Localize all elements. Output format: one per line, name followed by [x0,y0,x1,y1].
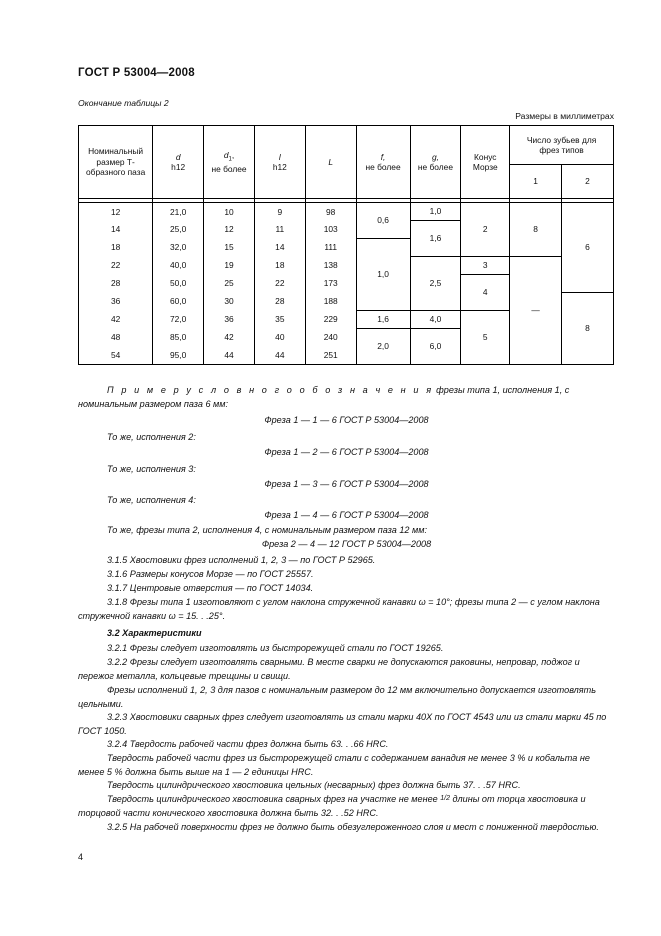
page-number: 4 [78,852,84,862]
cell-d: 95,0 [153,347,204,365]
col-header-teeth-1: 1 [510,165,562,199]
same-note-4: То же, исполнения 4: [107,495,196,505]
cell-size: 54 [79,347,153,365]
clause-3-1-7: 3.1.7 Центровые отверстия — по ГОСТ 14034. [107,583,314,593]
clause-3-2-4-vanadium: Твердость рабочей части фрез из быстрорежущей стали с содержанием ванадия не менее 3 % и кобальта не менее 5 % должна быть выше на 1 — 2 единицы HRC. [78,753,590,777]
designation-5: Фреза 2 — 4 — 12 ГОСТ Р 53004—2008 [261,539,432,549]
cell-f-1-0: 1,0 [356,239,410,311]
table-caption: Окончание таблицы 2 [78,98,169,108]
cell-f-0-6: 0,6 [356,203,410,239]
example-paragraph: П р и м е р у с л о в н о г о о б о з н а ч е н и я фрезы типа 1, исполнения 1, с номинальным размером паза 6 мм: [78,385,570,409]
cell-teeth2-6: 6 [562,203,614,293]
clause-3-2-2: 3.2.2 Фрезы следует изготовлять сварными. В месте сварки не допускаются раковины, непровар, поджог и пережог металла, кольцевые трещины и свищи. [78,657,580,681]
cell-L: 98 [305,203,356,221]
cell-g-6-0: 6,0 [410,329,461,365]
same-note-type2: То же, фрезы типа 2, исполнения 4, с номинальным размером паза 12 мм: [107,525,427,535]
clause-3-2-5: 3.2.5 На рабочей поверхности фрез не должно быть обезуглероженного слоя и мест с пониженной твердостью. [107,822,599,832]
clause-3-2-4-welded-shank: Твердость цилиндрического хвостовика сварных фрез на участке не менее $^{1/2}$ длины от торца хвостовика и торцовой части конического хвостовика должна быть 32. . .52 HRC. [78,794,586,818]
cell-d: 32,0 [153,239,204,257]
cell-d1: 19 [204,257,255,275]
cell-d: 72,0 [153,311,204,329]
cell-L: 188 [305,293,356,311]
designation-2: Фреза 1 — 2 — 6 ГОСТ Р 53004—2008 [264,447,429,457]
clause-3-2-4-solid-shank: Твердость цилиндрического хвостовика цельных (несварных) фрез должна быть 37. . .57 HRC. [107,780,521,790]
cell-d: 25,0 [153,221,204,239]
col-header-g: g, не более [410,126,461,199]
cell-l: 35 [254,311,305,329]
cell-size: 22 [79,257,153,275]
cell-d1: 44 [204,347,255,365]
col-header-l: l h12 [254,126,305,199]
col-header-teeth: Число зубьев для фрез типов [510,126,614,165]
cell-l: 11 [254,221,305,239]
dimensions-table [78,125,614,365]
clause-3-2-4: 3.2.4 Твердость рабочей части фрез должна быть 63. . .66 HRC. [107,739,389,749]
cell-d: 40,0 [153,257,204,275]
cell-teeth2-8: 8 [562,293,614,365]
same-note-2: То же, исполнения 2: [107,432,196,442]
cell-cone-3: 3 [461,257,510,275]
cell-teeth1-8: 8 [510,203,562,257]
section-heading-3-2: 3.2 Характеристики [107,628,202,638]
cell-teeth1-dash: — [510,257,562,365]
table-units-note: Размеры в миллиметрах [515,111,614,121]
col-header-f: f, не более [356,126,410,199]
col-header-size: Номинальный размер Т-образного паза [79,126,153,199]
cell-f-1-6: 1,6 [356,311,410,329]
cell-L: 103 [305,221,356,239]
cell-L: 240 [305,329,356,347]
cell-d1: 36 [204,311,255,329]
cell-size: 36 [79,293,153,311]
same-note-3: То же, исполнения 3: [107,464,196,474]
cell-g-1-6: 1,6 [410,221,461,257]
cell-l: 22 [254,275,305,293]
cell-L: 111 [305,239,356,257]
cell-d1: 30 [204,293,255,311]
cell-d1: 42 [204,329,255,347]
cell-L: 251 [305,347,356,365]
cell-cone-2: 2 [461,203,510,257]
cell-l: 28 [254,293,305,311]
col-header-cone: Конус Морзе [461,126,510,199]
cell-size: 42 [79,311,153,329]
cell-l: 40 [254,329,305,347]
cell-d: 50,0 [153,275,204,293]
cell-cone-5: 5 [461,311,510,365]
cell-size: 12 [79,203,153,221]
cell-d: 85,0 [153,329,204,347]
cell-l: 9 [254,203,305,221]
clause-3-2-1: 3.2.1 Фрезы следует изготовлять из быстрорежущей стали по ГОСТ 19265. [107,643,444,653]
col-header-L: L [305,126,356,199]
cell-f-2-0: 2,0 [356,329,410,365]
cell-size: 14 [79,221,153,239]
designation-1: Фреза 1 — 1 — 6 ГОСТ Р 53004—2008 [264,415,429,425]
cell-d1: 25 [204,275,255,293]
cell-g-4-0: 4,0 [410,311,461,329]
document-header: ГОСТ Р 53004—2008 [78,67,195,79]
cell-size: 48 [79,329,153,347]
cell-g-1-0: 1,0 [410,203,461,221]
cell-d: 60,0 [153,293,204,311]
cell-L: 173 [305,275,356,293]
cell-g-2-5: 2,5 [410,257,461,311]
col-header-teeth-2: 2 [562,165,614,199]
col-header-d: d h12 [153,126,204,199]
cell-size: 28 [79,275,153,293]
clause-3-1-6: 3.1.6 Размеры конусов Морзе — по ГОСТ 25557. [107,569,314,579]
clause-3-1-8: 3.1.8 Фрезы типа 1 изготовляют с углом наклона стружечной канавки ω = 10°; фрезы типа 2 — с углом наклона стружечной канавки ω = 15. . .25°. [78,597,600,621]
clause-3-2-3: 3.2.3 Хвостовики сварных фрез следует изготовлять из стали марки 40Х по ГОСТ 4543 или из стали марки 45 по ГОСТ 1050. [78,712,607,736]
clause-3-2-2-note: Фрезы исполнений 1, 2, 3 для пазов с номинальным размером до 12 мм включительно допускается изготовлять цельными. [78,685,596,709]
cell-d: 21,0 [153,203,204,221]
cell-d1: 12 [204,221,255,239]
cell-cone-4: 4 [461,275,510,311]
cell-L: 138 [305,257,356,275]
clause-3-1-5: 3.1.5 Хвостовики фрез исполнений 1, 2, 3 — по ГОСТ Р 52965. [107,555,376,565]
cell-size: 18 [79,239,153,257]
cell-d1: 15 [204,239,255,257]
cell-l: 14 [254,239,305,257]
designation-3: Фреза 1 — 3 — 6 ГОСТ Р 53004—2008 [264,479,429,489]
cell-d1: 10 [204,203,255,221]
designation-4: Фреза 1 — 4 — 6 ГОСТ Р 53004—2008 [264,510,429,520]
cell-l: 18 [254,257,305,275]
cell-l: 44 [254,347,305,365]
col-header-d1: $d_1$, не более [204,126,255,199]
cell-L: 229 [305,311,356,329]
